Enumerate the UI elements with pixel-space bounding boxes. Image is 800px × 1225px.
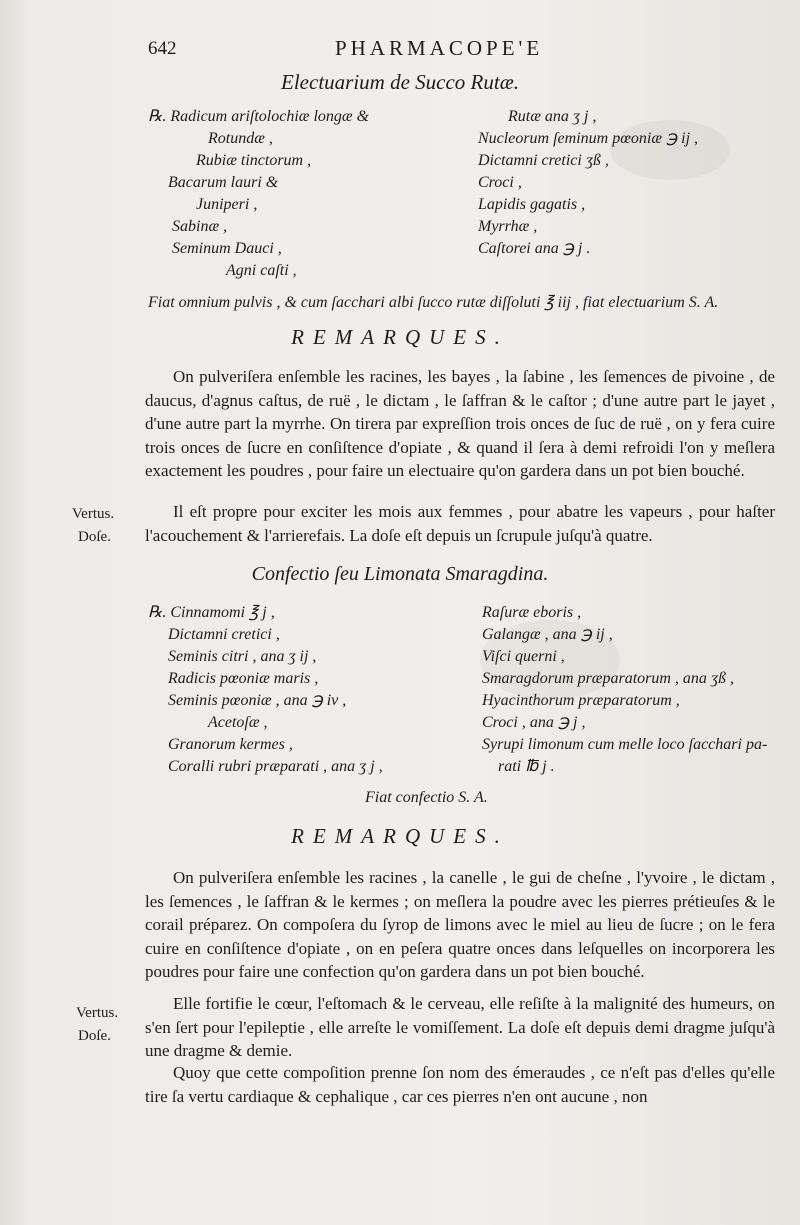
ingredient: Seminis citri , ana ʒ ij , — [168, 648, 317, 665]
ingredient: ℞. Cinnamomi ℥ j , — [148, 604, 275, 621]
running-head: PHARMACOPE'E — [335, 36, 544, 60]
paragraph-text: Quoy que cette compoſition prenne ſon nom des émeraudes , ce n'eſt pas d'elles qu'elle tire ſa vertu cardiaque & cephalique , car ces pierres n'en ont aucune , non — [145, 1063, 775, 1106]
remarques-heading: REMARQUES. — [291, 824, 509, 848]
ingredient: Rutæ ana ʒ j , — [508, 108, 597, 125]
ingredient: Croci , — [478, 174, 522, 191]
ingredient: Agni caſti , — [226, 262, 297, 279]
ingredient: Rubiæ tinctorum , — [196, 152, 312, 169]
margin-note-dose: Doſe. — [78, 1028, 111, 1044]
ingredient: Viſci querni , — [482, 648, 565, 665]
ingredient: Radicis pœoniæ maris , — [168, 670, 319, 687]
ingredient: Hyacinthorum præparatorum , — [482, 692, 680, 709]
ingredient: rati ℔ j . — [498, 758, 555, 775]
ingredient: Seminis pœoniæ , ana ℈ iv , — [168, 692, 347, 709]
ingredient: Acetoſæ , — [208, 714, 268, 731]
commentary-paragraph — [145, 992, 775, 1063]
ingredient: Dictamni cretici ʒß , — [478, 152, 609, 169]
commentary-paragraph — [145, 500, 775, 547]
ingredients-right — [482, 602, 767, 778]
ingredient: Coralli rubri præparati , ana ʒ j , — [168, 758, 383, 775]
ingredient: Sabinæ , — [172, 218, 228, 235]
margin-note-vertus: Vertus. — [76, 1005, 119, 1021]
paragraph-text: Il eſt propre pour exciter les mois aux femmes , pour abatre les vapeurs , pour haſter l'acouchement & l'arrierefais. La doſe eſt depuis un ſcrupule juſqu'à quatre. — [145, 502, 775, 545]
ingredients-left — [148, 106, 369, 282]
ingredient: ℞. Radicum ariſtolochiæ longæ & — [148, 108, 370, 125]
margin-note-vertus: Vertus. — [72, 506, 115, 522]
ingredient: Nucleorum ſeminum pœoniæ ℈ ij , — [478, 130, 699, 147]
ingredient: Syrupi limonum cum melle loco ſacchari pa- — [482, 736, 768, 753]
paragraph-text: Elle fortifie le cœur, l'eſtomach & le cerveau, elle reſiſte à la malignité des humeurs, on s'en ſert pour l'epileptie , elle arreſte le vomiſſement. La doſe eſt depuis demi dragme juſqu'à une dragme & demie. — [145, 994, 775, 1060]
recipe-instruction: Fiat omnium pulvis , & cum ſacchari albi ſucco rutæ diſſoluti ℥ iij , fiat electuarium S. A. — [148, 294, 719, 311]
ingredient: Rotundæ , — [208, 130, 273, 147]
ingredient: Smaragdorum præparatorum , ana ʒß , — [482, 670, 735, 687]
ingredient: Caſtorei ana ℈ j . — [478, 240, 591, 257]
page-number: 642 — [148, 38, 177, 59]
recipe-title: Confectio ſeu Limonata Smaragdina. — [251, 563, 549, 585]
commentary-paragraph — [145, 866, 775, 984]
ingredient: Juniperi , — [196, 196, 258, 213]
ingredients-left — [148, 602, 383, 778]
ingredient: Seminum Dauci , — [172, 240, 282, 257]
commentary-paragraph — [145, 365, 775, 483]
ingredient: Bacarum lauri & — [168, 174, 279, 191]
paragraph-text: On pulveriſera enſemble les racines , la canelle , le gui de cheſne , l'yvoire , le dictam , les ſemences , le ſaffran & le kermes ; on meſlera la poudre avec les pierres prétieuſes & le corail préparez. On compoſera du ſyrop de limons avec le miel au lieu de ſucre ; on le fera cuire en conſiſtence d'opiate , on en peſera quatre onces dans leſquelles on incorporera les poudres pour faire une confection qu'on gardera dans un pot bien bouché. — [145, 868, 775, 981]
ingredient: Raſuræ eboris , — [482, 604, 582, 621]
ingredient: Myrrhæ , — [478, 218, 538, 235]
paragraph-text: On pulveriſera enſemble les racines, les bayes , la ſabine , les ſemences de pivoine , de daucus, d'agnus caſtus, de ruë , le dictam , le ſaffran & le caſtor ; d'une autre part le jayet , d'une autre part la myrrhe. On tirera par expreſſion trois onces de ſuc de ruë , on y fera cuire trois onces de ſucre en conſiſtence d'opiate , & quand il ſera à demi refroidi l'on y meſlera exactement les poudres , pour faire un electuaire qu'on gardera dans un pot bien bouché. — [145, 367, 775, 480]
recipe-title: Electuarium de Succo Rutæ. — [281, 70, 519, 94]
ingredients-right — [478, 106, 698, 260]
ingredient: Galangæ , ana ℈ ij , — [482, 626, 613, 643]
ingredient: Lapidis gagatis , — [478, 196, 586, 213]
ingredient: Granorum kermes , — [168, 736, 293, 753]
remarques-heading: REMARQUES. — [291, 325, 509, 349]
ingredient: Croci , ana ℈ j , — [482, 714, 586, 731]
commentary-paragraph — [145, 1061, 775, 1108]
ingredient: Dictamni cretici , — [168, 626, 280, 643]
margin-note-dose: Doſe. — [78, 529, 111, 545]
recipe-instruction: Fiat confectio S. A. — [365, 789, 488, 806]
